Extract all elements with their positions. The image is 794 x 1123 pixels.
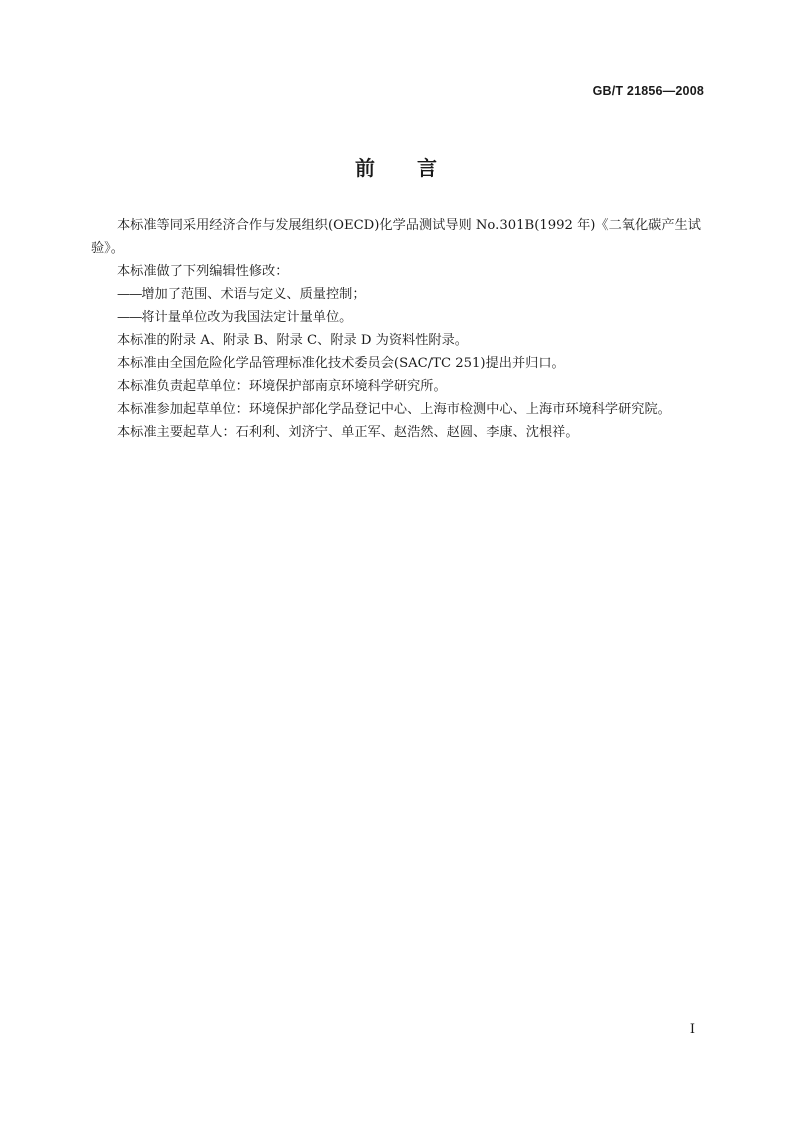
paragraph-adoption: 本标准等同采用经济合作与发展组织(OECD)化学品测试导则 No.301B(1992 年)《二氧化碳产生试验》。 <box>91 218 701 256</box>
foreword-body <box>91 214 707 444</box>
title-part-1: 前 <box>355 156 377 180</box>
paragraph-drafting-unit: 本标准负责起草单位：环境保护部南京环境科学研究所。 <box>117 379 447 394</box>
page-number: I <box>689 1022 695 1037</box>
page-title <box>0 152 794 181</box>
paragraph-participating-units: 本标准参加起草单位：环境保护部化学品登记中心、上海市检测中心、上海市环境科学研究院。 <box>117 402 671 417</box>
list-item <box>91 306 707 329</box>
title-part-2: 言 <box>417 156 439 180</box>
paragraph-modifications-intro: 本标准做了下列编辑性修改： <box>117 264 289 279</box>
list-item <box>91 283 707 306</box>
paragraph-drafters: 本标准主要起草人：石利利、刘济宁、单正军、赵浩然、赵圆、李康、沈根祥。 <box>117 425 579 440</box>
list-item-text: 增加了范围、术语与定义、质量控制； <box>141 287 366 302</box>
list-dash: —— <box>117 287 142 302</box>
list-item-text: 将计量单位改为我国法定计量单位。 <box>141 310 353 325</box>
standard-code: GB/T 21856—2008 <box>592 84 704 98</box>
list-dash: —— <box>117 310 142 325</box>
paragraph-annexes: 本标准的附录 A、附录 B、附录 C、附录 D 为资料性附录。 <box>117 333 468 348</box>
paragraph-proposer: 本标准由全国危险化学品管理标准化技术委员会(SAC/TC 251)提出并归口。 <box>117 356 565 371</box>
